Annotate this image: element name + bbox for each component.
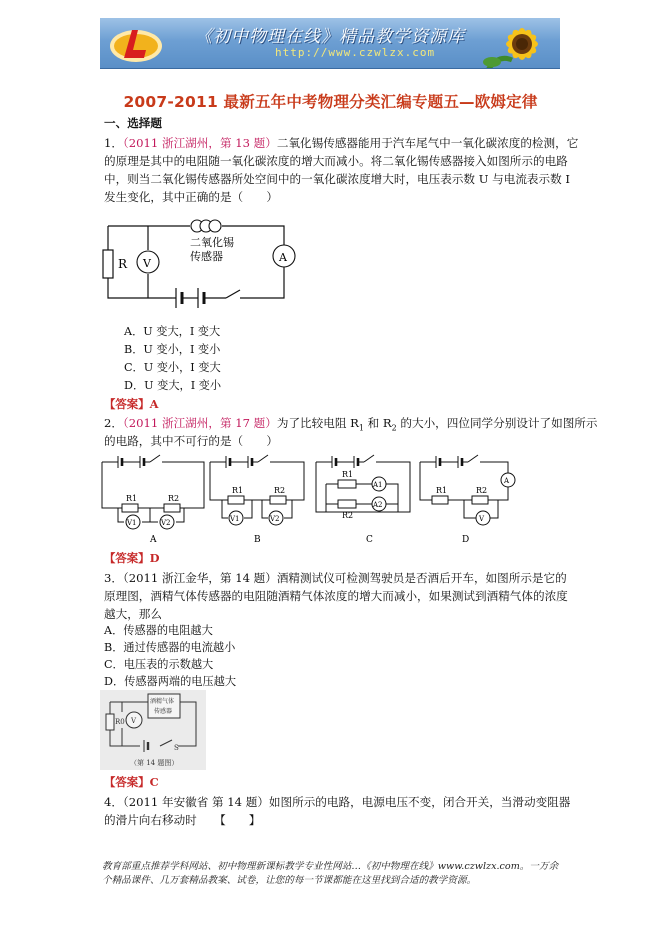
q3-fig-r0-label: R0 [115, 718, 125, 726]
q3-option-a: A．传感器的电阻越大 [104, 624, 213, 637]
q2-circuit-c [316, 455, 410, 545]
q2-b-label: B [254, 535, 261, 545]
q3-figure-image [100, 690, 206, 770]
q3-fig-v-label: V [131, 717, 137, 725]
q3-fig-caption: （第 14 题图） [130, 759, 179, 767]
q1-circuit-r-label: R [118, 257, 128, 271]
q1-line2: 的原理是其中的电阻随一氧化碳浓度的增大而减小。将二氧化锡传感器接入如图所示的电路 [104, 154, 568, 168]
q3-option-c: C．电压表的示数越大 [104, 658, 214, 671]
q1-line1 [104, 134, 578, 152]
q3-fig-s-label: S [174, 744, 179, 752]
q2-d-label: D [462, 535, 470, 545]
q3-option-b: B．通过传感器的电流越小 [104, 641, 236, 654]
q1-answer-value: A [149, 397, 159, 411]
q4-number: 4． [104, 795, 123, 809]
q1-line3: 中，则当二氧化锡传感器所处空间中的一氧化碳浓度增大时，电压表示数 U 与电流表示数 I [104, 172, 570, 186]
q2-c-r2-label: R2 [342, 511, 354, 520]
q1-number: 1． [104, 136, 123, 150]
q2-answer [104, 550, 159, 566]
q1-text-1: 二氧化锡传感器能用于汽车尾气中一氧化碳浓度的检测，它 [276, 136, 579, 150]
q1-option-b: B．U 变小，I 变小 [124, 343, 221, 356]
q2-a-r1-label: R1 [126, 494, 138, 503]
q2-source: （2011 浙江湖州，第 17 题） [122, 416, 277, 430]
q4-line2: 的滑片向右移动时 【 】 [104, 813, 261, 827]
q1-sensor-label-2: 传感器 [190, 250, 223, 263]
page-title: 2007-2011 最新五年中考物理分类汇编专题五—欧姆定律 [123, 93, 538, 111]
q2-text-1a: 为了比较电阻 R [276, 416, 359, 430]
q2-a-m2-label: V2 [161, 519, 171, 527]
q1-option-a: A．U 变大，I 变大 [124, 325, 221, 338]
q2-circuit-b [210, 455, 304, 545]
q3-number: 3． [104, 571, 123, 585]
q2-c-m1-label: A1 [373, 481, 383, 489]
q2-b-m1-label: V1 [230, 515, 240, 523]
q2-sub-1: 1 [358, 423, 364, 433]
sunflower-icon [478, 18, 558, 69]
q2-a-r2-label: R2 [168, 494, 180, 503]
q2-d-r2-label: R2 [476, 486, 488, 495]
q2-b-r2-label: R2 [274, 486, 286, 495]
q3-line3: 越大，那么 [104, 607, 162, 621]
q2-line2: 的电路，其中不可行的是（ ） [104, 434, 278, 448]
q2-number: 2． [104, 416, 123, 430]
banner-url[interactable]: http://www.czwlzx.com [275, 46, 436, 59]
q2-text-1b: 和 R [363, 416, 392, 430]
q4-text-1: （2011 年安徽省 第 14 题）如图所示的电路，电源电压不变，闭合开关，当滑动变阻器 [122, 795, 571, 809]
q1-answer-label: 【答案】 [104, 397, 150, 411]
q2-d-m1-label: A [504, 477, 510, 485]
q1-sensor-label-1: 二氧化锡 [190, 236, 234, 249]
q2-c-label: C [366, 535, 373, 545]
q3-option-d: D．传感器两端的电压越大 [104, 675, 237, 688]
q2-circuit-diagrams [100, 450, 530, 545]
q2-c-r1-label: R1 [342, 470, 354, 479]
footer-line-2: 个精品课件、几万套精品教案、试卷，让您的每一节课都能在这里找到合适的教学资源。 [102, 875, 477, 886]
q1-option-d: D．U 变大，I 变小 [124, 379, 222, 392]
q3-answer-value: C [149, 775, 159, 789]
q2-a-m1-label: V1 [127, 519, 137, 527]
q3-text-1: （2011 浙江金华，第 14 题）酒精测试仪可检测驾驶员是否酒后开车，如图所示是它的 [122, 571, 567, 585]
q2-c-m2-label: A2 [373, 501, 383, 509]
q3-fig-sensor-label-1: 酒精气体 [150, 698, 175, 705]
q1-option-c: C．U 变小，I 变大 [124, 361, 221, 374]
q1-circuit-diagram [100, 210, 300, 310]
q3-fig-sensor-label-2: 传感器 [154, 708, 173, 715]
q1-answer [104, 396, 158, 412]
q2-d-m2-label: V [479, 515, 485, 523]
q2-text-1c: 的大小，四位同学分别设计了如图所示 [396, 416, 598, 430]
q2-b-m2-label: V2 [270, 515, 280, 523]
banner-title: 《初中物理在线》精品教学资源库 [195, 27, 465, 47]
q3-line2: 原理图，酒精气体传感器的电阻随酒精气体浓度的增大而减小，如果测试到酒精气体的浓度 [104, 589, 568, 603]
section-heading: 一、选择题 [104, 116, 162, 130]
q3-answer [104, 774, 159, 790]
q1-circuit-a-label: A [279, 251, 287, 264]
q1-circuit-v-label: V [143, 257, 151, 270]
q4-line1 [104, 793, 570, 811]
header-banner [100, 18, 560, 69]
q1-line4: 发生变化，其中正确的是（ ） [104, 190, 278, 204]
site-logo-icon [106, 22, 166, 64]
q3-line1 [104, 569, 567, 587]
q2-circuit-a [102, 455, 204, 545]
q2-answer-value: D [149, 551, 160, 565]
q2-b-r1-label: R1 [232, 486, 244, 495]
q2-a-label: A [150, 535, 157, 545]
q2-answer-label: 【答案】 [104, 551, 150, 565]
q2-circuit-d [420, 455, 515, 545]
q2-sub-2: 2 [391, 423, 397, 433]
q1-source: （2011 浙江湖州，第 13 题） [122, 136, 277, 150]
q2-d-r1-label: R1 [436, 486, 448, 495]
page-footer [102, 860, 560, 888]
q3-answer-label: 【答案】 [104, 775, 150, 789]
footer-line-1: 教育部重点推荐学科网站、初中物理新课标教学专业性网站…《初中物理在线》www.czwlzx.com。一万余 [102, 861, 559, 872]
